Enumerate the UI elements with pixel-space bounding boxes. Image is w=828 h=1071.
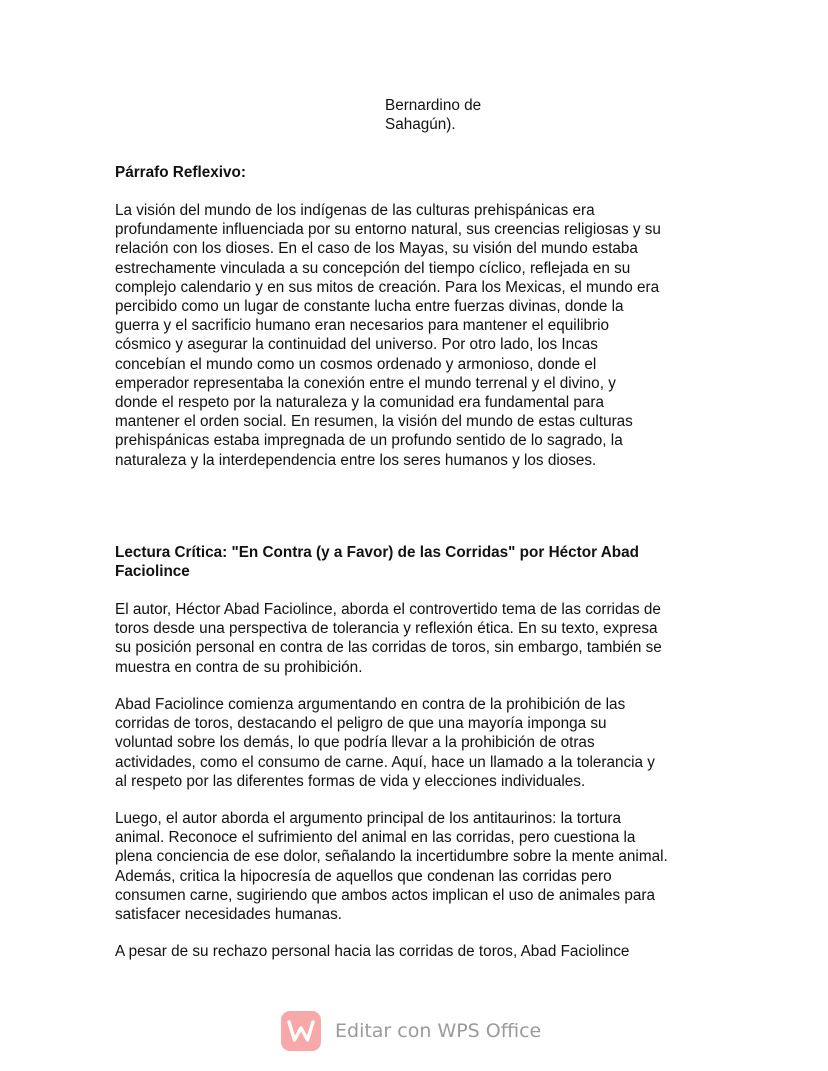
paragraph-line: Luego, el autor aborda el argumento principal de los antitaurinos: la tortura [115,810,621,827]
paragraph-line: Abad Faciolince comienza argumentando en contra de la prohibición de las [115,696,626,713]
paragraph-line: su posición personal en contra de las corridas de toros, sin embargo, también se [115,639,662,657]
wps-edit-label[interactable]: Editar con WPS Office [335,1020,542,1042]
paragraph-line: cósmico y asegurar la continuidad del universo. Por otro lado, los Incas [115,336,598,354]
citation-line: Sahagún). [385,116,456,134]
paragraph-line: concebían el mundo como un cosmos ordenado y armonioso, donde el [115,355,597,373]
paragraph-line: mantener el orden social. En resumen, la visión del mundo de estas culturas [115,413,633,431]
paragraph-line: prehispánicas estaba impregnada de un profundo sentido de lo sagrado, la [115,432,623,450]
paragraph-line: El autor, Héctor Abad Faciolince, aborda el controvertido tema de las corridas de [115,601,661,618]
critical-paragraph-2 [115,695,655,791]
paragraph-line: La visión del mundo de los indígenas de las culturas prehispánicas era [115,202,595,219]
paragraph-line: consumen carne, sugiriendo que ambos actos implican el uso de animales para [115,886,655,904]
paragraph-line: profundamente influenciada por su entorno natural, sus creencias religiosas y su [115,221,661,239]
paragraph-line: animal. Reconoce el sufrimiento del animal en las corridas, pero cuestiona la [115,829,636,847]
citation-fragment [385,96,481,134]
critical-paragraph-4 [115,942,629,961]
paragraph-line: toros desde una perspectiva de tolerancia y reflexión ética. En su texto, expresa [115,620,658,638]
wps-logo-icon [281,1011,321,1051]
reflexive-heading-text: Párrafo Reflexivo: [115,164,246,181]
paragraph-line: guerra y el sacrificio humano eran necesarios para mantener el equilibrio [115,317,610,335]
paragraph-line: corridas de toros, destacando el peligro de que una mayoría imponga su [115,715,607,733]
paragraph-line: relación con los dioses. En el caso de los Mayas, su visión del mundo estaba [115,240,638,258]
reflexive-heading [115,163,246,182]
critical-paragraph-3 [115,809,668,924]
paragraph-line: emperador representaba la conexión entre el mundo terrenal y el divino, y [115,374,616,392]
heading-line: Faciolince [115,563,190,581]
paragraph-line: muestra en contra de su prohibición. [115,658,363,676]
paragraph-line: donde el respeto por la naturaleza y la comunidad era fundamental para [115,394,604,412]
paragraph-line: satisfacer necesidades humanas. [115,906,343,924]
paragraph-line: percibido como un lugar de constante lucha entre fuerzas divinas, donde la [115,298,624,316]
paragraph-line: Además, critica la hipocresía de aquellos que condenan las corridas pero [115,867,612,885]
heading-line: Lectura Crítica: "En Contra (y a Favor) de las Corridas" por Héctor Abad [115,544,639,561]
paragraph-line: voluntad sobre los demás, lo que podría llevar a la prohibición de otras [115,734,595,752]
paragraph-line: plena conciencia de ese dolor, señalando la incertidumbre sobre la mente animal. [115,848,668,866]
wps-edit-button[interactable] [281,1010,541,1052]
reflexive-paragraph [115,201,661,470]
paragraph-line: naturaleza y la interdependencia entre los seres humanos y los dioses. [115,451,597,469]
paragraph-line: A pesar de su rechazo personal hacia las corridas de toros, Abad Faciolince [115,943,630,960]
citation-line: Bernardino de [385,97,482,114]
paragraph-line: estrechamente vinculada a su concepción del tiempo cíclico, reflejada en su [115,259,631,277]
paragraph-line: complejo calendario y en sus mitos de creación. Para los Mexicas, el mundo era [115,278,660,296]
critical-heading [115,543,639,581]
paragraph-line: actividades, como el consumo de carne. Aquí, hace un llamado a la tolerancia y [115,753,655,771]
paragraph-line: al respeto por las diferentes formas de vida y elecciones individuales. [115,772,586,790]
critical-paragraph-1 [115,600,662,677]
